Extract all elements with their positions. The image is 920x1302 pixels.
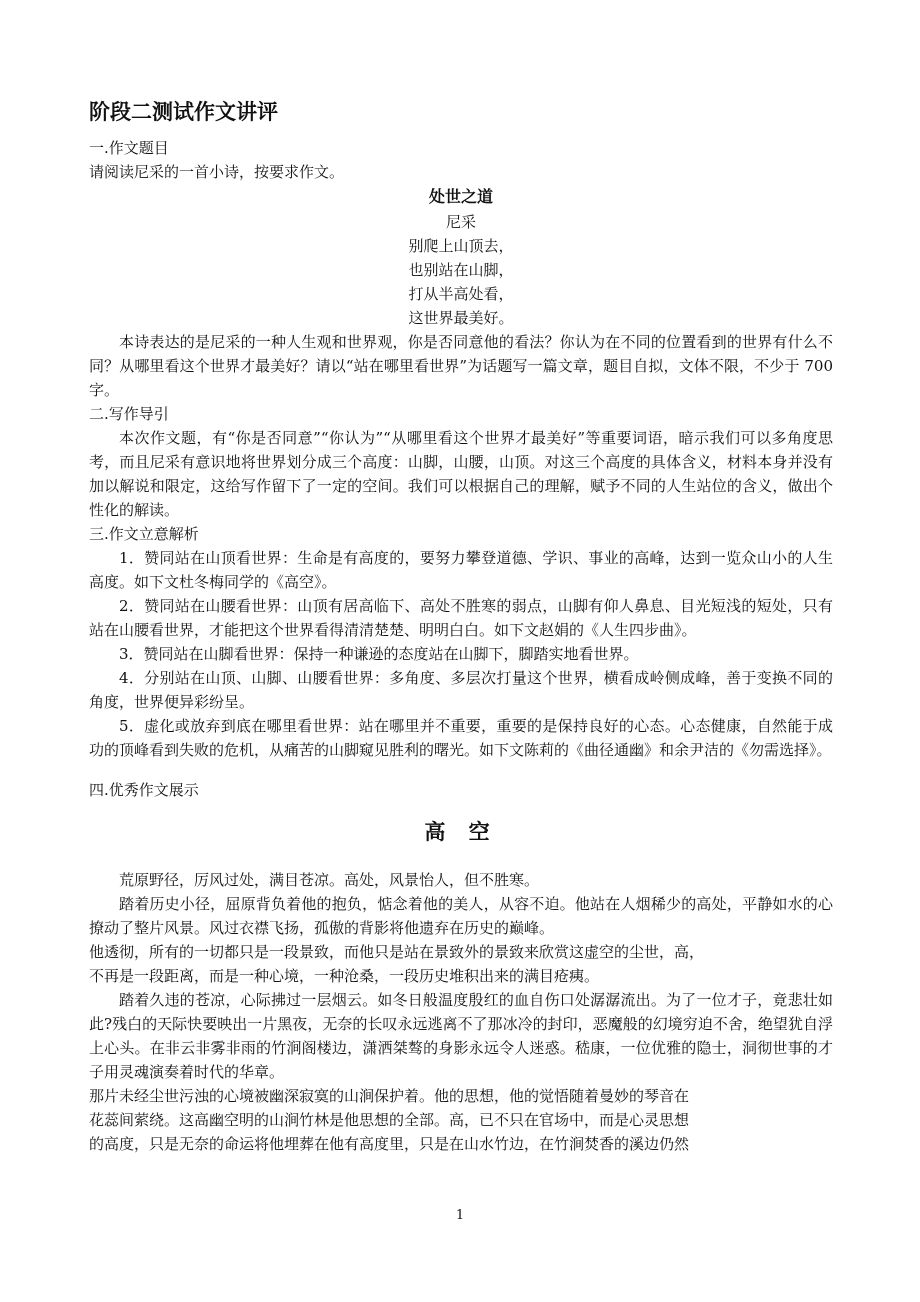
section3-heading: 三.作文立意解析 (89, 525, 199, 543)
section2-body: 本次作文题，有“你是否同意”“你认为”“从哪里看这个世界才最美好”等重要词语，暗示我们可以多角度思考，而且尼采有意识地将世界划分成三个高度：山脚，山腰，山顶。对这三个高度的具体含义，材料本身并没有加以解说和限定，这给写作留下了一定的空间。我们可以根据自己的理解，赋予不同的人生站位的含义，做出个性化的解读。 (89, 429, 833, 519)
essay-paragraph: 踏着久违的苍凉，心际拂过一层烟云。如冬日般温度殷红的血自伤口处潺潺流出。为了一位才子，竟悲壮如此?残白的天际快要映出一片黑夜，无奈的长叹永远逃离不了那冰冷的封印，恶魔般的幻境穷迫不舍，绝望犹自浮上心头。在非云非雾非雨的竹涧阁楼边，潇洒桀骜的身影永远令人迷惑。嵇康，一位优雅的隐士，洞彻世事的才子用灵魂演奏着时代的华章。 (89, 991, 833, 1081)
spacer (89, 762, 833, 778)
essay-prompt: 本诗表达的是尼采的一种人生观和世界观，你是否同意他的看法？你认为在不同的位置看到的世界有什么不同？从哪里看这个世界才最美好？请以“站在哪里看世界”为话题写一篇文章，题目自拟，文体不限，不少于 700 字。 (89, 333, 833, 399)
poem-line: 也别站在山脚， (408, 261, 514, 279)
page-number: 1 (455, 1208, 465, 1223)
page-content (89, 96, 833, 1156)
poem-line: 别爬上山顶去， (408, 237, 514, 255)
essay-line: 花蕊间萦绕。这高幽空明的山涧竹林是他思想的全部。高，已不只在官场中，而是心灵思想 (89, 1111, 690, 1129)
poem-title: 处世之道 (428, 187, 493, 206)
essay-paragraph: 荒原野径，厉风过处，满目苍凉。高处，风景怡人，但不胜寒。 (119, 871, 540, 889)
essay-paragraph: 踏着历史小径，屈原背负着他的抱负，惦念着他的美人，从容不迫。他站在人烟稀少的高处，平静如水的心撩动了整片风景。风过衣襟飞扬，孤傲的背影将他遗弃在历史的巅峰。 (89, 895, 833, 937)
spacer (89, 846, 833, 868)
theme-item: 3．赞同站在山脚看世界：保持一种谦逊的态度站在山脚下，脚踏实地看世界。 (119, 645, 639, 663)
theme-item: 2．赞同站在山腰看世界：山顶有居高临下、高处不胜寒的弱点，山脚有仰人鼻息、目光短浅的短处，只有站在山腰看世界，才能把这个世界看得清清楚楚、明明白白。如下文赵娟的《人生四步曲》。 (89, 597, 833, 639)
section2-heading: 二.写作导引 (89, 405, 169, 423)
theme-item: 1．赞同站在山顶看世界：生命是有高度的，要努力攀登道德、学识、事业的高峰，达到一览众山小的人生高度。如下文杜冬梅同学的《高空》。 (89, 549, 833, 591)
poem-line: 这世界最美好。 (408, 309, 514, 327)
poem-line: 打从半高处看， (408, 285, 514, 303)
section1-intro: 请阅读尼采的一首小诗，按要求作文。 (89, 163, 345, 181)
spacer (89, 802, 833, 818)
section4-heading: 四.优秀作文展示 (89, 781, 199, 799)
theme-item: 4．分别站在山顶、山脚、山腰看世界：多角度、多层次打量这个世界，横看成岭侧成峰，善于变换不同的角度，世界便异彩纷呈。 (89, 669, 833, 711)
essay-line: 他透彻，所有的一切都只是一段景致，而他只是站在景致外的景致来欣赏这虚空的尘世，高， (89, 943, 705, 961)
poem-author: 尼采 (445, 213, 476, 231)
essay-line: 不再是一段距离，而是一种心境，一种沧桑，一段历史堆积出来的满目疮痍。 (89, 967, 600, 985)
section1-heading: 一.作文题目 (89, 139, 169, 157)
theme-item: 5．虚化或放弃到底在哪里看世界：站在哪里并不重要，重要的是保持良好的心态。心态健康，自然能于成功的顶峰看到失败的危机，从痛苦的山脚窥见胜利的曙光。如下文陈莉的《曲径通幽》和余尹洁的《勿需选择》。 (89, 717, 833, 759)
essay-line: 的高度，只是无奈的命运将他埋葬在他有高度里，只是在山水竹边，在竹涧焚香的溪边仍然 (89, 1135, 690, 1153)
essay-line: 那片未经尘世污浊的心境被幽深寂寞的山涧保护着。他的思想，他的觉悟随着曼妙的琴音在 (89, 1087, 690, 1105)
page-title: 阶段二测试作文讲评 (89, 100, 278, 124)
essay-title: 高 空 (424, 820, 498, 844)
